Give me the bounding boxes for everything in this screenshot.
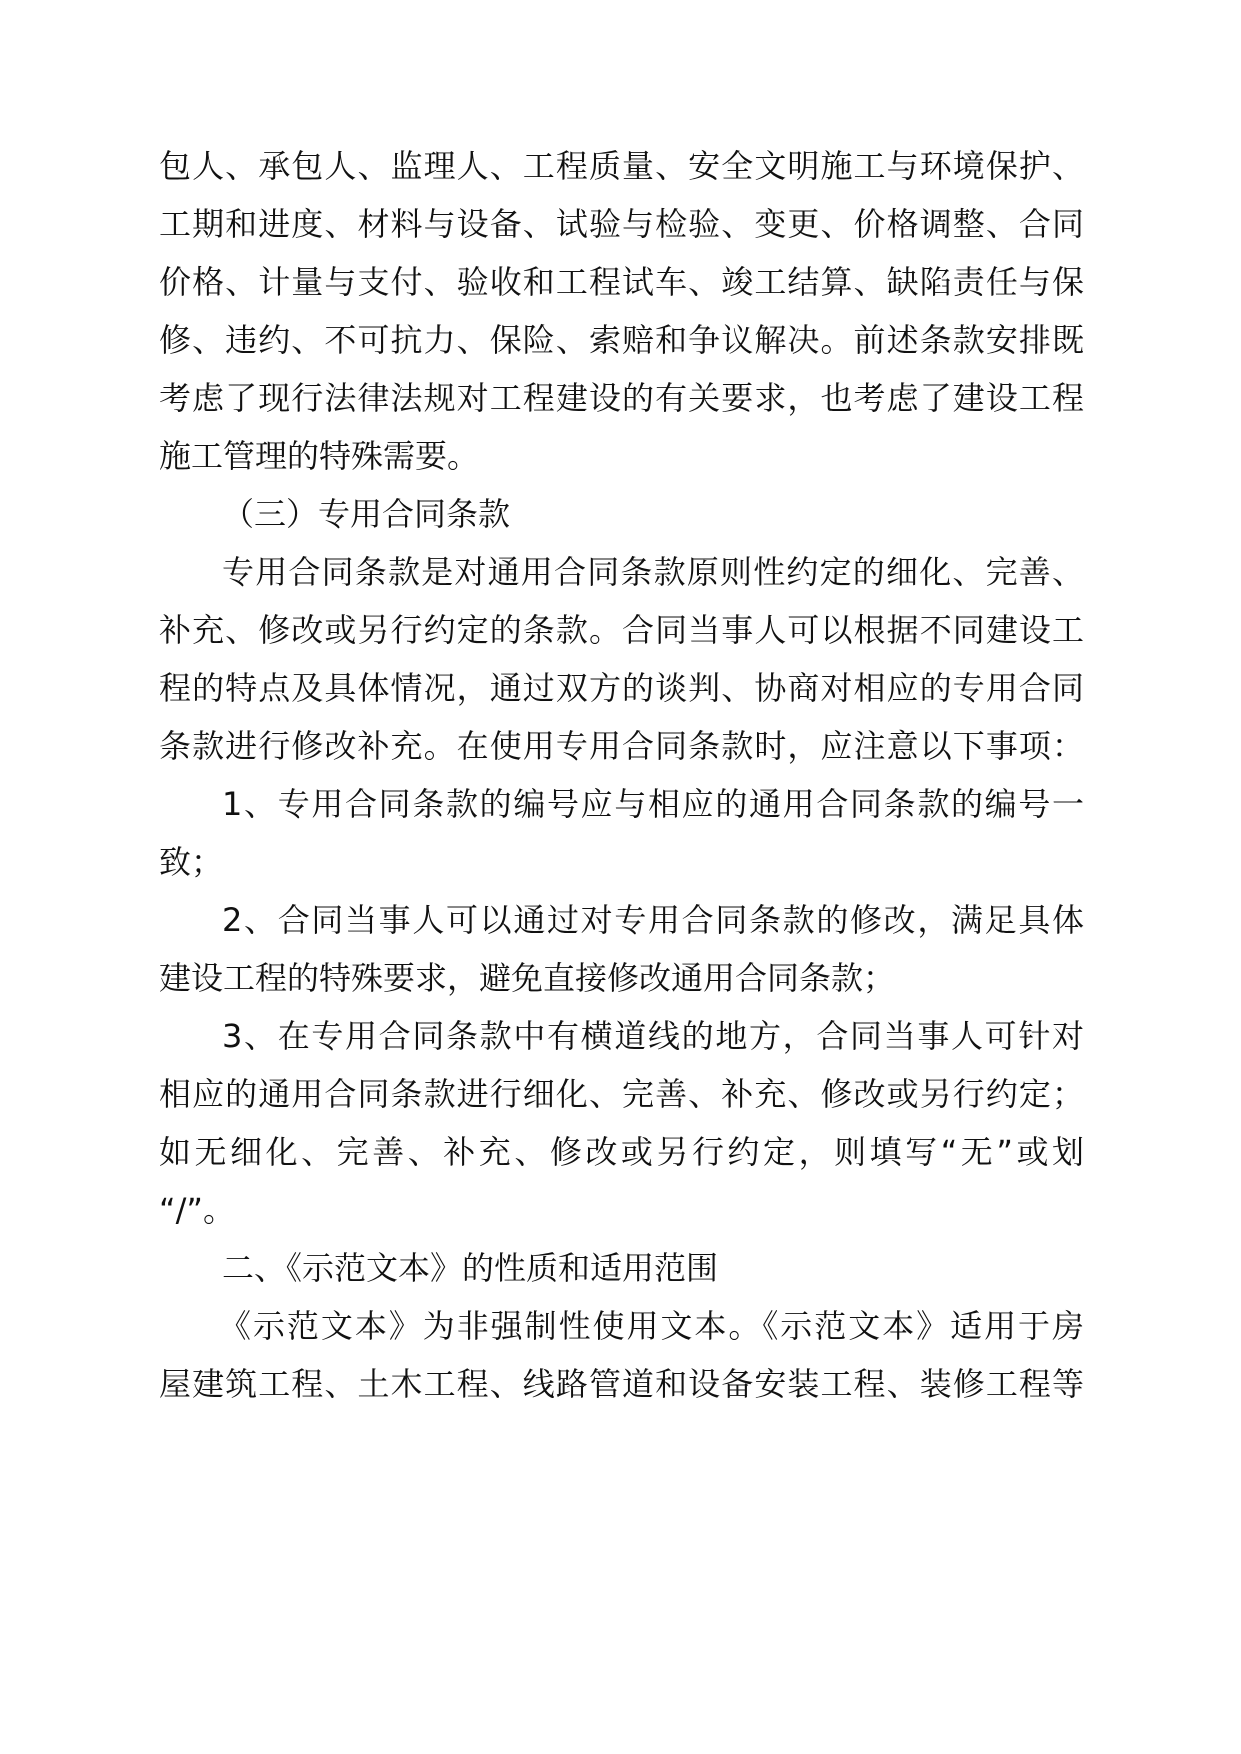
text-line: 修、违约、不可抗力、保险、索赔和争议解决。前述条款安排既 [159,321,1084,359]
text-line: 考虑了现行法律法规对工程建设的有关要求，也考虑了建设工程 [159,379,1084,417]
list-item-3: 3、在专用合同条款中有横道线的地方，合同当事人可针对 [222,1017,1084,1055]
text-line: 工期和进度、材料与设备、试验与检验、变更、价格调整、合同 [159,205,1084,243]
text-line: 专用合同条款是对通用合同条款原则性约定的细化、完善、 [222,553,1084,591]
text-line: 价格、计量与支付、验收和工程试车、竣工结算、缺陷责任与保 [159,263,1084,301]
text-line: 《示范文本》为非强制性使用文本。《示范文本》适用于房 [219,1307,1084,1345]
text-line: “/”。 [159,1191,235,1229]
text-line: 如无细化、完善、补充、修改或另行约定，则填写“无”或划 [159,1133,1084,1171]
text-line: 施工管理的特殊需要。 [159,437,480,475]
list-item-2: 2、合同当事人可以通过对专用合同条款的修改，满足具体 [222,901,1084,939]
text-line: 补充、修改或另行约定的条款。合同当事人可以根据不同建设工 [159,611,1084,649]
text-line: 条款进行修改补充。在使用专用合同条款时，应注意以下事项： [159,727,1084,765]
text-line: 建设工程的特殊要求，避免直接修改通用合同条款； [159,959,896,997]
text-line: 相应的通用合同条款进行细化、完善、补充、修改或另行约定； [159,1075,1084,1113]
text-line: 致； [159,843,224,881]
list-item-1: 1、专用合同条款的编号应与相应的通用合同条款的编号一 [222,785,1084,823]
section-heading: 二、《示范文本》的性质和适用范围 [222,1249,719,1287]
section-heading: （三）专用合同条款 [222,495,511,533]
text-line: 包人、承包人、监理人、工程质量、安全文明施工与环境保护、 [159,147,1084,185]
text-line: 程的特点及具体情况，通过双方的谈判、协商对相应的专用合同 [159,669,1084,707]
text-line: 屋建筑工程、土木工程、线路管道和设备安装工程、装修工程等 [159,1365,1084,1403]
